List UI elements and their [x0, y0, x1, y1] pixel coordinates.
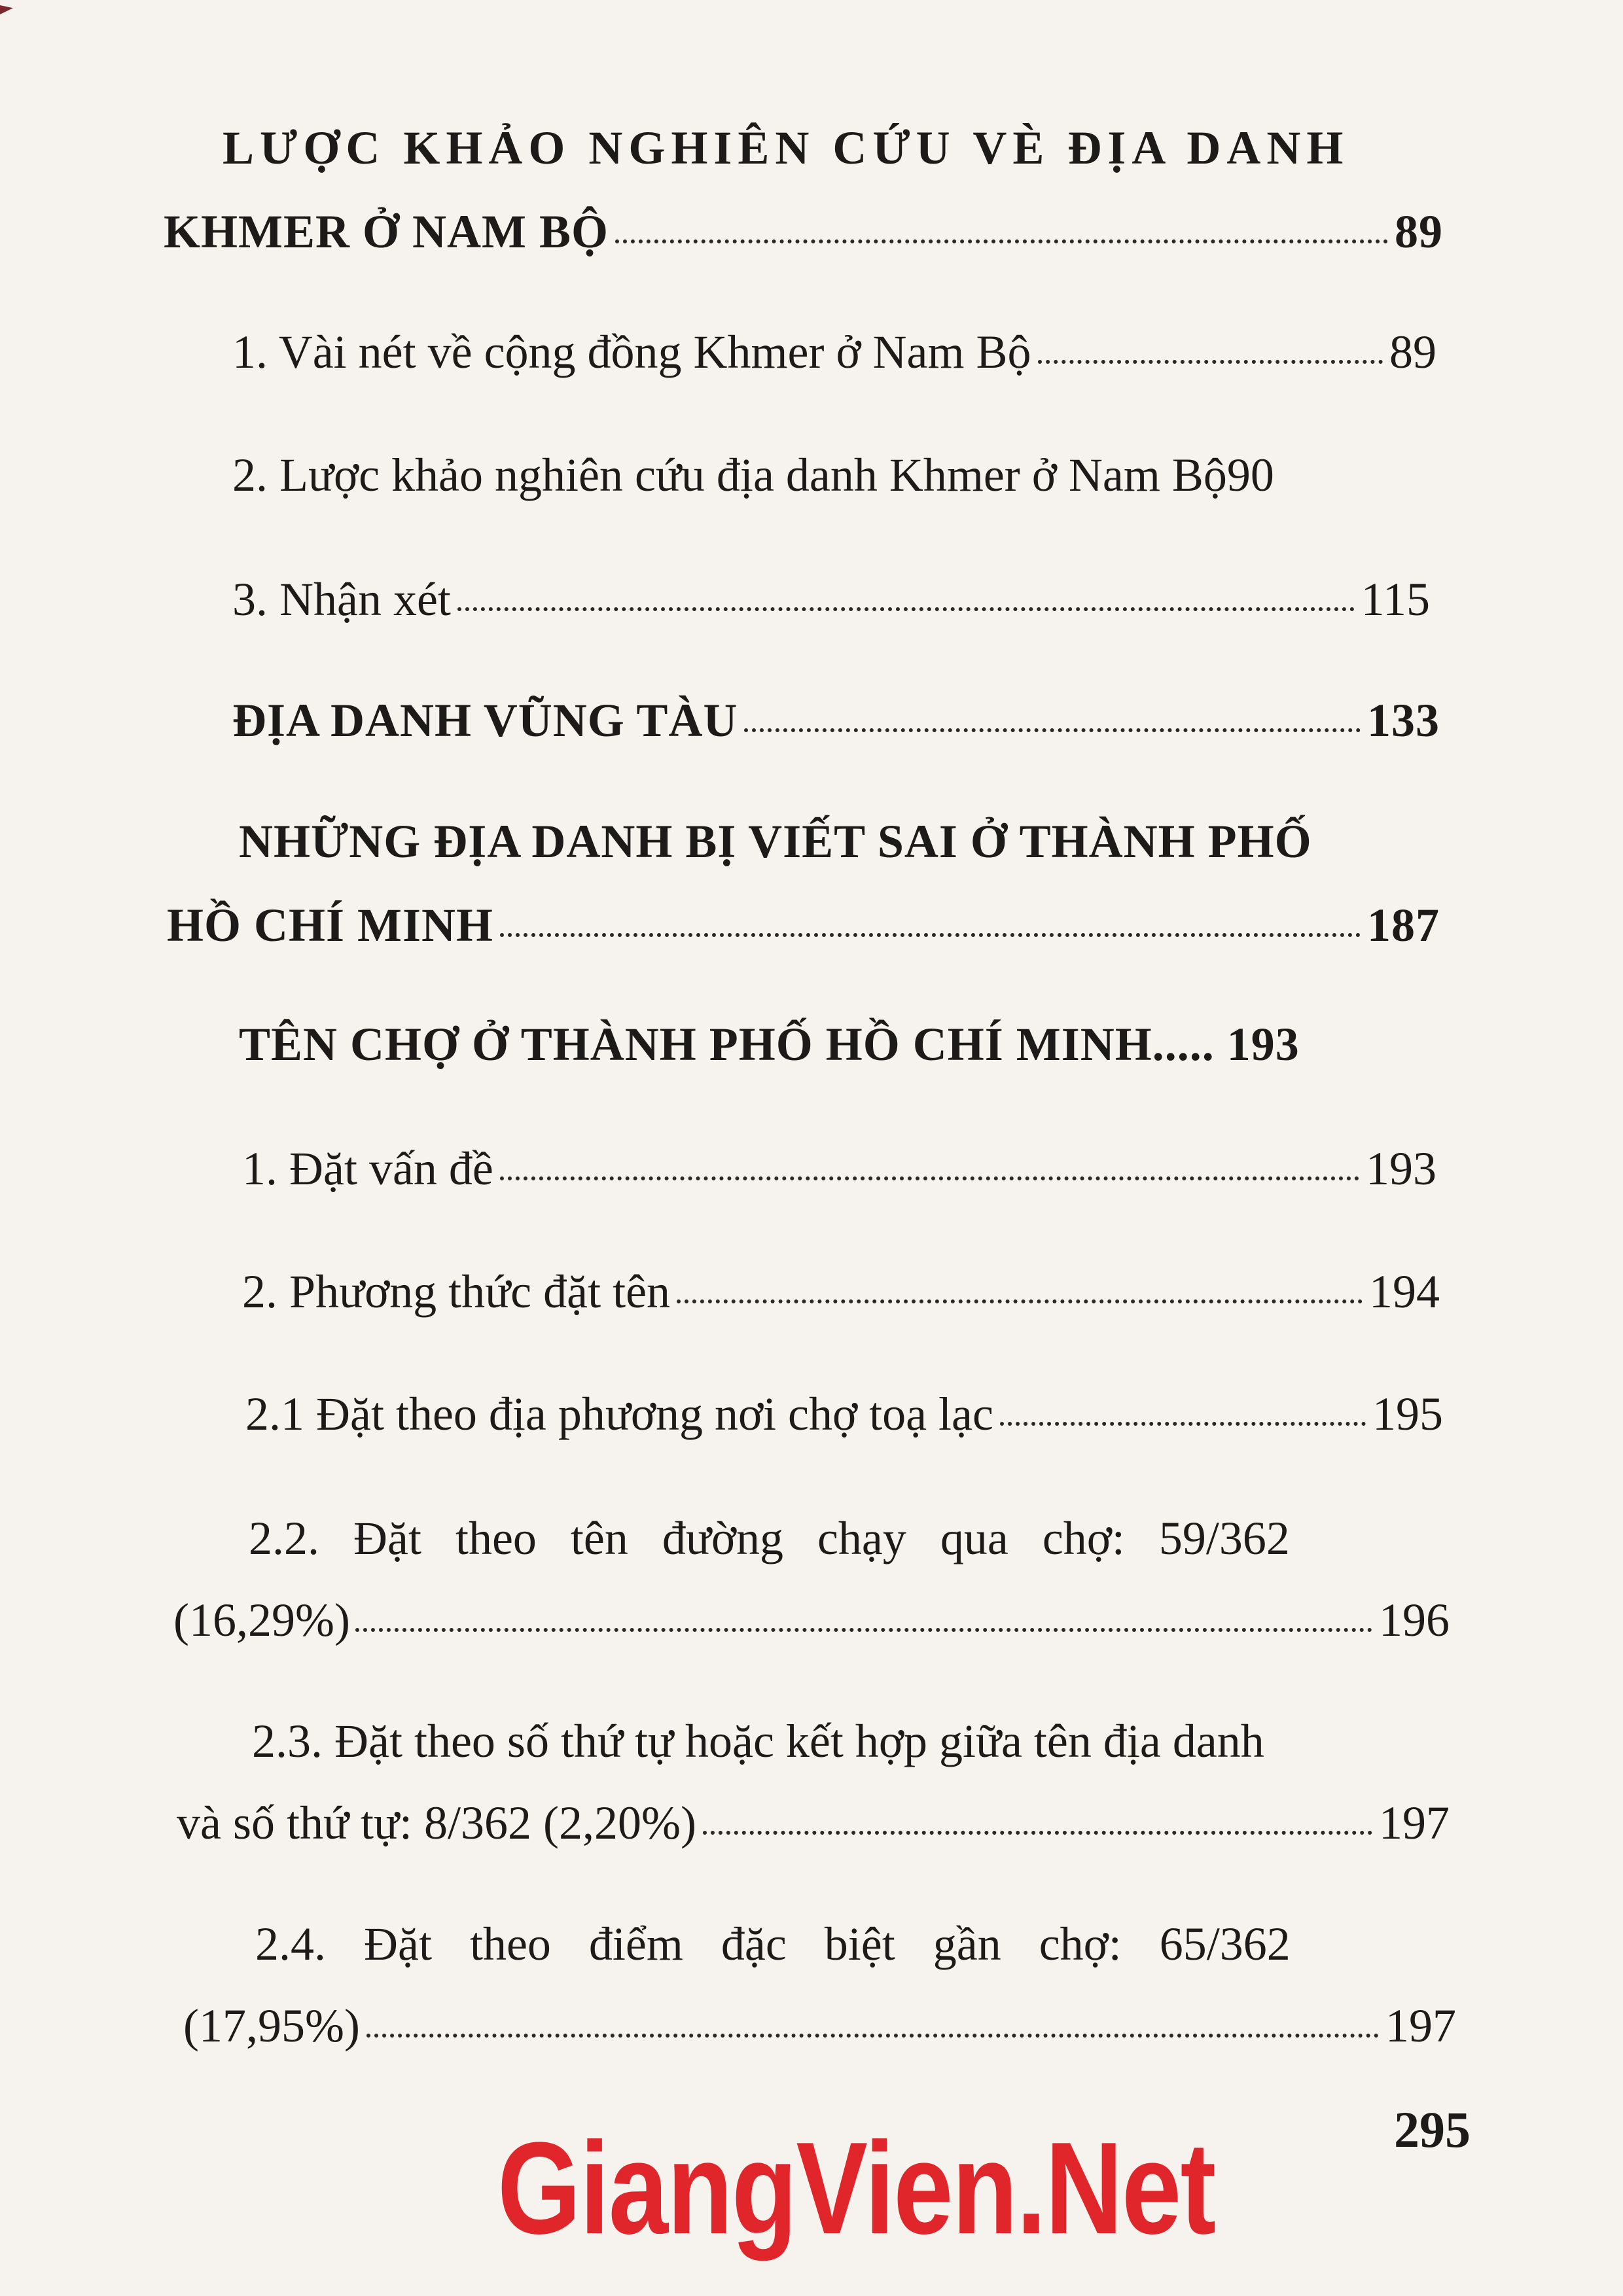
toc-entry-title-line1: NHỮNG ĐỊA DANH BỊ VIẾT SAI Ở THÀNH PHỐ — [239, 815, 1312, 868]
toc-entry-title: 3. Nhận xét — [232, 573, 451, 626]
toc-entry-page: 187 — [1367, 899, 1440, 951]
toc-entry-title: 2. Phương thức đặt tên — [242, 1265, 671, 1318]
toc-entry-title: (16,29%) — [173, 1594, 350, 1646]
toc-entry-line — [183, 2000, 1456, 2052]
toc-entry-line — [242, 1265, 1440, 1318]
toc-entry-title: ĐỊA DANH VŨNG TÀU — [232, 694, 738, 747]
toc-entry-title-line1: 2.4. Đặt theo điểm đặc biệt gần chợ: 65/362 — [255, 1918, 1291, 1970]
toc-entry-line — [242, 1142, 1436, 1195]
toc-entry-line — [177, 1797, 1450, 1849]
toc-entry-title-line1: LƯỢC KHẢO NGHIÊN CỨU VÈ ĐỊA DANH — [223, 122, 1349, 174]
dot-leader — [1038, 360, 1383, 364]
dot-leader — [366, 2034, 1379, 2038]
dot-leader — [1000, 1422, 1366, 1426]
toc-entry-title: TÊN CHỢ Ở THÀNH PHỐ HỒ CHÍ MINH..... 193 — [239, 1018, 1300, 1070]
toc-entry-title: HỒ CHÍ MINH — [167, 899, 494, 951]
dot-leader — [744, 728, 1361, 732]
toc-entry-title: (17,95%) — [183, 2000, 360, 2052]
toc-entry-line — [167, 899, 1440, 951]
page-number: 295 — [1394, 2101, 1471, 2158]
dot-leader — [615, 239, 1388, 243]
toc-entry-title: 2. Lược khảo nghiên cứu địa danh Khmer ở Nam Bộ90 — [232, 449, 1274, 501]
toc-entry-page: 133 — [1367, 694, 1440, 747]
toc-entry-line — [164, 205, 1443, 258]
corner-mark — [0, 5, 13, 14]
toc-entry-page: 194 — [1369, 1265, 1440, 1318]
toc-entry-line — [232, 328, 1436, 376]
toc-entry-page: 196 — [1379, 1594, 1450, 1646]
dot-leader — [355, 1628, 1372, 1632]
toc-entry-page: 115 — [1361, 573, 1430, 626]
toc-entry-title-line1: 2.3. Đặt theo số thứ tự hoặc kết hợp giữa tên địa danh — [252, 1715, 1264, 1767]
toc-entry-title: và số thứ tự: 8/362 (2,20%) — [177, 1797, 696, 1849]
dot-leader — [457, 607, 1355, 611]
toc-entry-page: 197 — [1379, 1797, 1450, 1849]
toc-entry-title: KHMER Ở NAM BỘ — [164, 205, 609, 258]
toc-entry-page: 193 — [1366, 1142, 1436, 1195]
dot-leader — [500, 1176, 1359, 1180]
toc-entry-line — [232, 573, 1430, 626]
watermark: GiangVien.Net — [497, 2115, 1215, 2261]
toc-entry-title: 1. Vài nét về cộng đồng Khmer ở Nam Bộ — [232, 326, 1031, 378]
toc-entry-line — [173, 1594, 1450, 1646]
toc-entry-line — [245, 1390, 1443, 1438]
dot-leader — [703, 1831, 1372, 1835]
dot-leader — [677, 1299, 1363, 1303]
toc-entry-title: 1. Đặt vấn đề — [242, 1142, 493, 1195]
toc-entry-title: 2.1 Đặt theo địa phương nơi chợ toạ lạc — [245, 1388, 993, 1440]
toc-entry-line — [232, 694, 1440, 747]
toc-entry-page: 89 — [1389, 326, 1436, 378]
toc-entry-title-line1: 2.2. Đặt theo tên đường chạy qua chợ: 59/362 — [249, 1512, 1290, 1564]
dot-leader — [500, 933, 1361, 937]
toc-entry-page: 89 — [1395, 205, 1443, 258]
toc-entry-page: 195 — [1372, 1388, 1443, 1440]
toc-entry-page: 197 — [1385, 2000, 1456, 2052]
